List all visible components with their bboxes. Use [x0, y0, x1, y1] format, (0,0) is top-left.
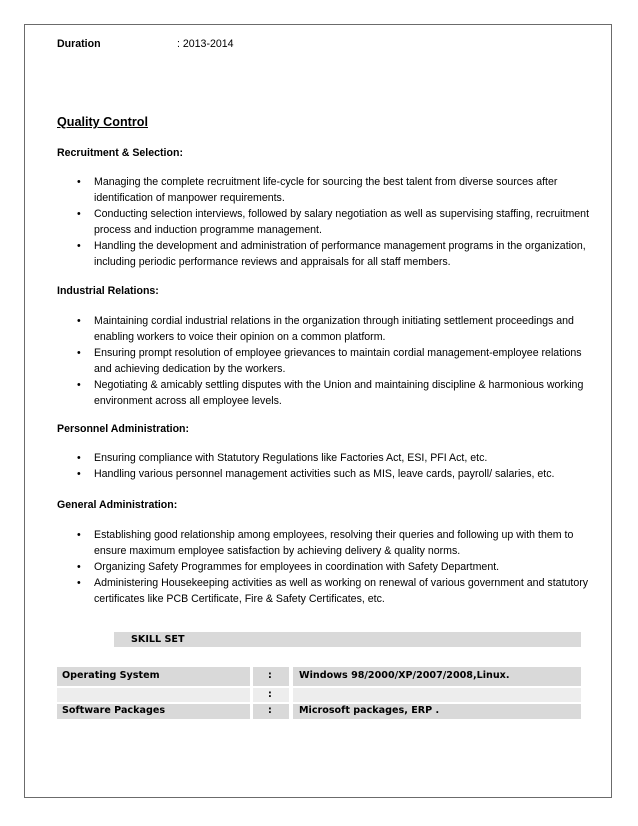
duration-value: : 2013-2014 — [177, 38, 234, 50]
table-row-sep: : — [268, 670, 272, 681]
list-item: • Negotiating & amicably settling disputes with the Union and maintaining discipline & harmonious working environment across all employee levels. — [94, 377, 594, 409]
table-row-sep: : — [268, 689, 272, 700]
duration-label: Duration — [57, 38, 101, 50]
table-cell-bg — [57, 688, 250, 702]
heading-recruitment: Recruitment & Selection: — [57, 147, 183, 159]
list-item: • Handling various personnel management activities such as MIS, leave cards, payroll/ salaries, etc. — [94, 466, 594, 482]
list-general-administration — [94, 527, 594, 607]
list-item: • Administering Housekeeping activities as well as working on renewal of various government and statutory certificates like PCB Certificate, Fire & Safety Certificates, etc. — [94, 575, 594, 607]
list-item: • Ensuring prompt resolution of employee grievances to maintain cordial management-employee relations and achieving dedication by the workers. — [94, 345, 594, 377]
list-item: • Establishing good relationship among employees, resolving their queries and following up with them to ensure maximum employee satisfaction by achieving delivery & quality norms. — [94, 527, 594, 559]
list-item: • Conducting selection interviews, followed by salary negotiation as well as supervising staffing, recruitment process and induction programme management. — [94, 206, 594, 238]
table-cell-bg — [293, 688, 581, 702]
table-row-value: Windows 98/2000/XP/2007/2008,Linux. — [299, 670, 510, 681]
skill-set-header: SKILL SET — [131, 634, 185, 645]
heading-personnel-administration: Personnel Administration: — [57, 423, 190, 435]
list-item: • Maintaining cordial industrial relations in the organization through initiating settlement proceedings and enabling workers to voice their opinion on a common platform. — [94, 313, 594, 345]
list-industrial-relations — [94, 313, 594, 409]
table-row-label: Software Packages — [62, 705, 166, 716]
list-personnel-administration — [94, 450, 594, 482]
table-row-value: Microsoft packages, ERP . — [299, 705, 440, 716]
heading-industrial-relations: Industrial Relations: — [57, 285, 159, 297]
heading-general-administration: General Administration: — [57, 499, 178, 511]
table-row-label: Operating System — [62, 670, 160, 681]
list-item: • Handling the development and administration of performance management programs in the organization, including periodic performance reviews and appraisals for all staff members. — [94, 238, 594, 270]
list-recruitment — [94, 174, 594, 270]
list-item: • Managing the complete recruitment life-cycle for sourcing the best talent from diverse sources after identification of manpower requirements. — [94, 174, 594, 206]
table-row-sep: : — [268, 705, 272, 716]
list-item: • Ensuring compliance with Statutory Regulations like Factories Act, ESI, PFI Act, etc. — [94, 450, 594, 466]
section-title: Quality Control — [57, 115, 148, 129]
list-item: • Organizing Safety Programmes for employees in coordination with Safety Department. — [94, 559, 594, 575]
